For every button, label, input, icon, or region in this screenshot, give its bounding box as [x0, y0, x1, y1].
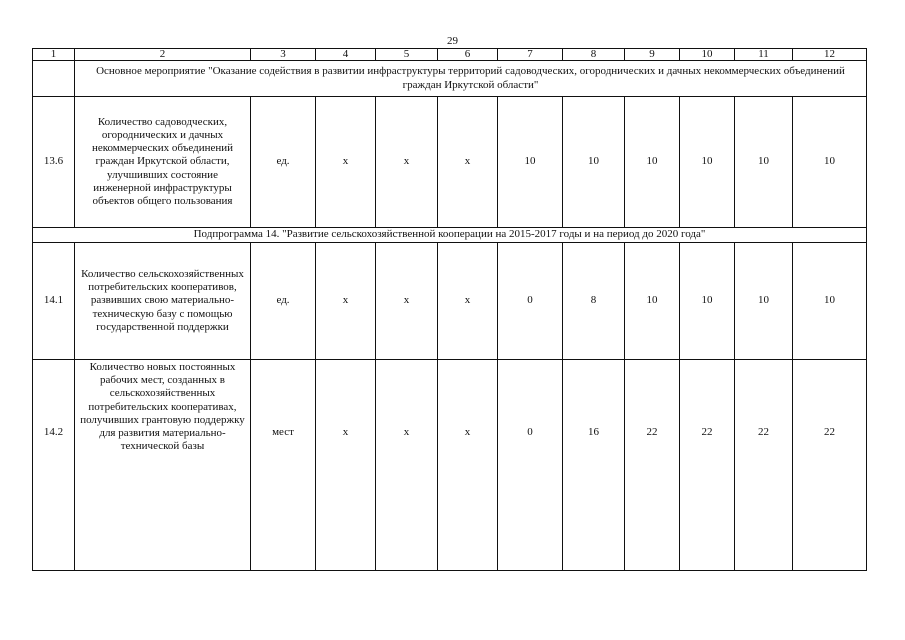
column-number-header: 10: [680, 49, 735, 61]
row-unit: ед.: [251, 97, 316, 228]
row-index: 14.2: [33, 360, 75, 571]
row-value: 0: [498, 243, 563, 360]
row-value: х: [376, 360, 438, 571]
section-title: Основное мероприятие "Оказание содействия в развитии инфраструктуры территорий садоводческих, огороднических и дачных некоммерческих объединений граждан Иркутской области": [75, 61, 867, 97]
table-row: [33, 243, 867, 360]
row-value: 10: [680, 243, 735, 360]
row-description: Количество садоводческих, огороднических и дачных некоммерческих объединений граждан Иркутской области, улучшивших состояние инженерной инфраструктуры объектов общего пользования: [75, 97, 251, 228]
row-index: 14.1: [33, 243, 75, 360]
row-value: 10: [793, 97, 867, 228]
row-value: 10: [625, 243, 680, 360]
column-number-header: 3: [251, 49, 316, 61]
section-title: Подпрограмма 14. "Развитие сельскохозяйственной кооперации на 2015-2017 годы и на период до 2020 года": [33, 228, 867, 243]
column-number-header: 9: [625, 49, 680, 61]
row-value: 10: [625, 97, 680, 228]
column-number-header: 4: [316, 49, 376, 61]
row-value: 10: [735, 97, 793, 228]
row-value: 10: [498, 97, 563, 228]
row-value: х: [316, 97, 376, 228]
section-row-main-activity: [33, 61, 867, 97]
row-value: 10: [680, 97, 735, 228]
row-value: х: [438, 360, 498, 571]
row-unit: ед.: [251, 243, 316, 360]
row-value: х: [376, 243, 438, 360]
row-value: 22: [680, 360, 735, 571]
column-number-header-row: [33, 49, 867, 61]
row-unit: мест: [251, 360, 316, 571]
row-value: 22: [625, 360, 680, 571]
row-value: х: [438, 243, 498, 360]
row-value: х: [316, 243, 376, 360]
row-description: Количество сельскохозяйственных потребительских кооперативов, развивших свою материально-техническую базу с помощью государственной поддержки: [75, 243, 251, 360]
page-number: 29: [447, 35, 458, 47]
row-value: 10: [563, 97, 625, 228]
table-row: [33, 360, 867, 571]
table-row: [33, 97, 867, 228]
column-number-header: 2: [75, 49, 251, 61]
row-value: 22: [793, 360, 867, 571]
column-number-header: 6: [438, 49, 498, 61]
section-row-subprogram: [33, 228, 867, 243]
row-value: 0: [498, 360, 563, 571]
column-number-header: 8: [563, 49, 625, 61]
row-value: 10: [793, 243, 867, 360]
row-value: х: [376, 97, 438, 228]
column-number-header: 1: [33, 49, 75, 61]
row-value: 8: [563, 243, 625, 360]
row-value: х: [438, 97, 498, 228]
row-value: 16: [563, 360, 625, 571]
section-index-cell: [33, 61, 75, 97]
row-value: х: [316, 360, 376, 571]
indicators-table: [32, 48, 867, 571]
row-index: 13.6: [33, 97, 75, 228]
row-value: 10: [735, 243, 793, 360]
column-number-header: 12: [793, 49, 867, 61]
row-description: Количество новых постоянных рабочих мест, созданных в сельскохозяйственных потребительских кооперативах, получивших грантовую поддержку для развития материально-технической базы: [75, 360, 251, 571]
row-value: 22: [735, 360, 793, 571]
column-number-header: 7: [498, 49, 563, 61]
column-number-header: 5: [376, 49, 438, 61]
column-number-header: 11: [735, 49, 793, 61]
